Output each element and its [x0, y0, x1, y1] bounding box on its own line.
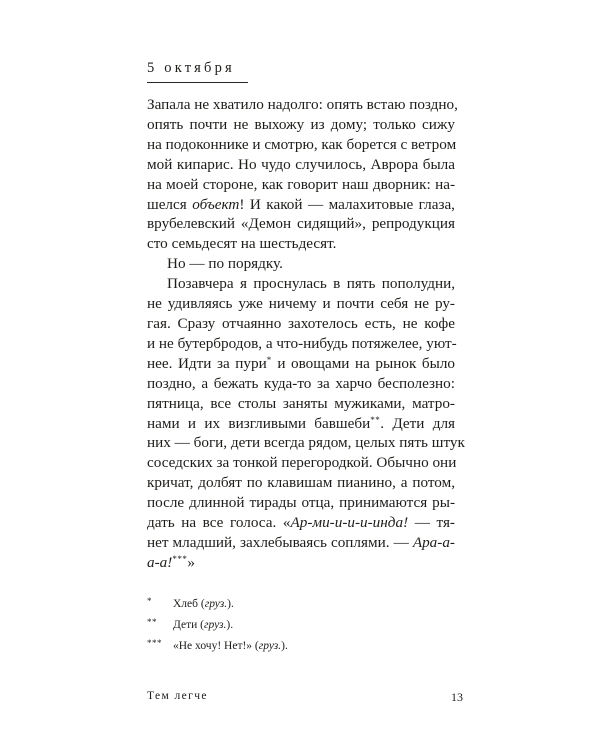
page-number: 13: [451, 690, 463, 704]
footnote-mark: *: [147, 596, 152, 606]
text-line: кричат, долбят по клавишам пианино, а потом,: [147, 474, 455, 492]
footnote-ref: *: [266, 354, 272, 365]
text-line: Позавчера я проснулась в пять пополудни,: [167, 275, 455, 293]
chapter-date-heading: 5 октября: [147, 60, 235, 76]
text-fragment: »: [187, 553, 195, 571]
text-line: них — боги, дети всегда рядом, целых пять штук: [147, 434, 465, 452]
footnote-mark: **: [147, 617, 157, 627]
text-line: и не бутербродов, а что-нибудь потяжелее, уют-: [147, 334, 457, 352]
footnote: [147, 615, 467, 636]
text-line: мой кипарис. Но чудо случилось, Аврора была: [147, 155, 455, 173]
text-line: гая. Сразу отчаянно захотелось есть, не кофе: [147, 314, 455, 332]
footnote-text: Хлеб (груз.).: [173, 598, 234, 610]
text-line: врубелевский «Демон сидящий», репродукция: [147, 215, 455, 233]
text-line: на моей стороне, как говорит наш дворник: на-: [147, 175, 455, 193]
footnote-ref: **: [370, 414, 381, 425]
italic-emphasis: объект: [192, 195, 240, 213]
heading-underline-rule: [147, 82, 248, 83]
running-footer-title: Тем легче: [147, 690, 208, 702]
footnote-text: «Не хочу! Нет!» (груз.).: [173, 640, 288, 652]
footnotes: [147, 594, 467, 657]
text-fragment: ! И какой — малахитовые глаза,: [239, 195, 455, 213]
text-line: [147, 553, 455, 573]
footnote: [147, 636, 467, 657]
text-line: Запала не хватило надолго: опять встаю поздно,: [147, 96, 458, 113]
text-line: на подоконнике и смотрю, как борется с ветром: [147, 135, 457, 153]
text-fragment: . Дети для: [380, 414, 456, 432]
footnote-mark: ***: [147, 638, 162, 648]
text-line: [147, 354, 455, 374]
text-line: опять почти не выхожу из дому; только сижу: [147, 115, 455, 133]
body-text: [147, 95, 465, 573]
paragraph-line: Но — по порядку.: [167, 255, 283, 273]
footnote-ref: ***: [172, 553, 188, 564]
text-line: [147, 533, 455, 553]
language-label: груз.: [258, 640, 282, 652]
footnote: [147, 594, 467, 615]
italic-emphasis: а-а!: [147, 553, 173, 571]
text-fragment: нами и их визгливыми бавшеби: [147, 414, 371, 432]
text-fragment: — тя-: [408, 514, 455, 532]
language-label: груз.: [203, 619, 227, 631]
italic-emphasis: Ар-ми-и-и-и-инда!: [290, 514, 409, 532]
text-fragment: нет младший, захлебываясь соплями. —: [147, 533, 413, 551]
language-label: груз.: [204, 598, 228, 610]
text-line: сто семьдесят на шестьдесят.: [147, 235, 337, 253]
text-fragment: и овощами на рынок было: [271, 354, 455, 372]
text-fragment: нее. Идти за пури: [147, 354, 267, 372]
text-line: [147, 195, 455, 215]
text-fragment: шелся: [147, 195, 193, 213]
text-line: не удивляясь уже ничему и почти себя не ру-: [147, 295, 455, 313]
italic-emphasis: Ара-а-: [412, 533, 455, 551]
text-line: соседских за тонкой перегородкой. Обычно они: [147, 454, 457, 472]
text-line: [147, 513, 455, 533]
text-fragment: дать на все голоса. «: [147, 514, 291, 532]
text-line: пятница, все столы заняты мужиками, матро-: [147, 394, 455, 412]
text-line: после длинной тирады отца, принимаются ры-: [147, 494, 455, 512]
text-line: [147, 414, 455, 434]
text-line: поздно, а бежать куда-то за харчо бесполезно:: [147, 374, 455, 392]
footnote-text: Дети (груз.).: [173, 619, 234, 631]
